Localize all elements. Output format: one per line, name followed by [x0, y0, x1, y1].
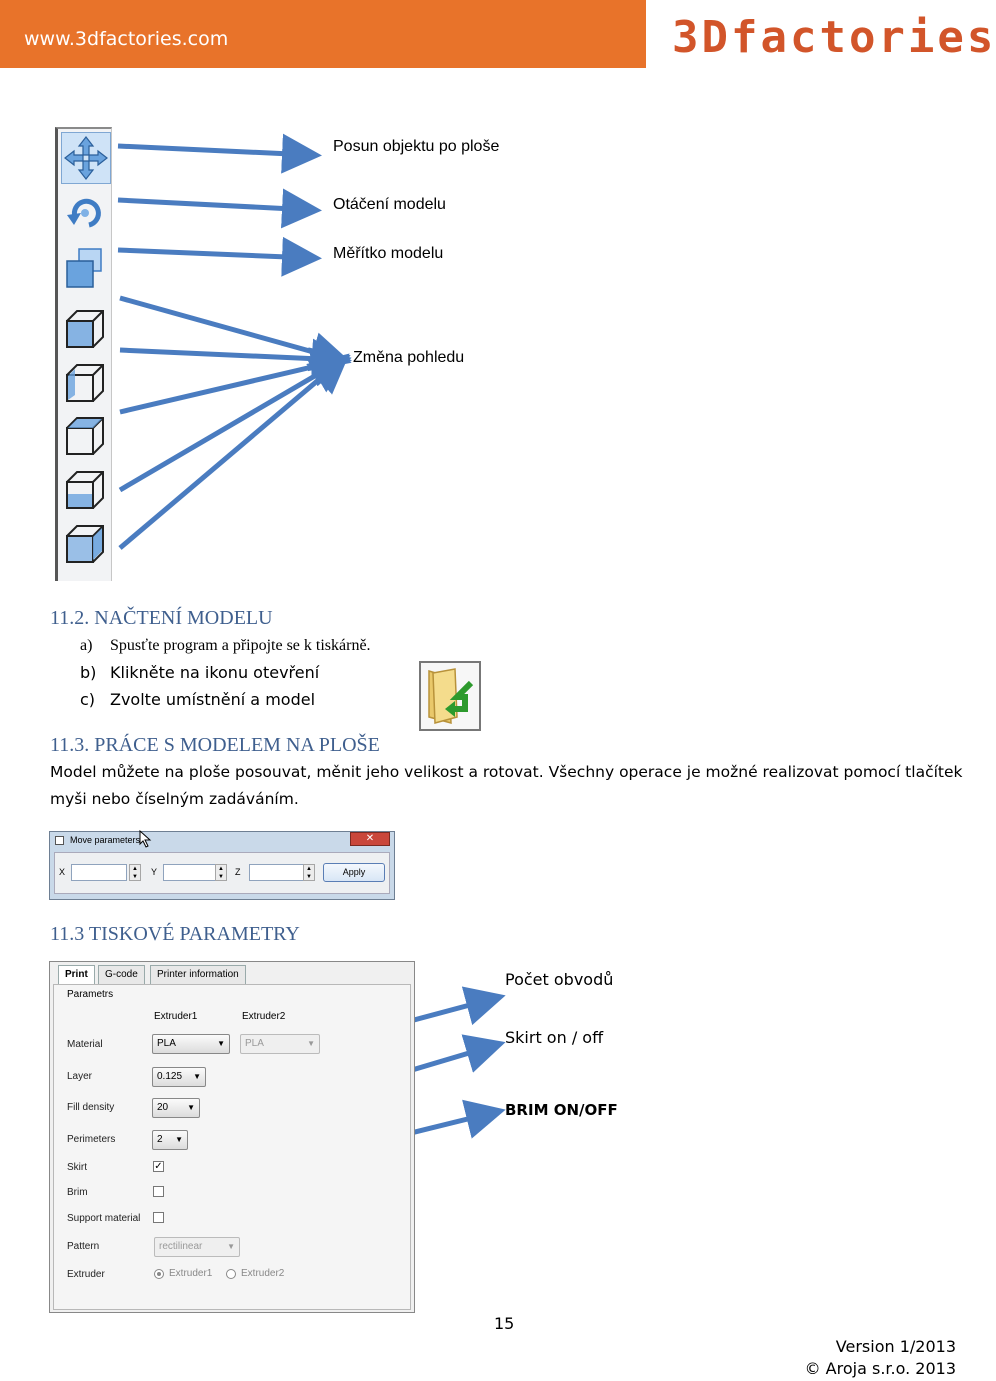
fill-density-label: Fill density	[67, 1102, 115, 1113]
open-folder-icon[interactable]	[419, 661, 481, 731]
list-marker: c)	[80, 690, 96, 709]
pattern-select	[154, 1237, 240, 1257]
perimeters-value: 2	[157, 1134, 163, 1145]
body-text: myši nebo číselným zadáváním.	[50, 790, 299, 808]
annotation-rotate: Otáčení modelu	[333, 196, 446, 213]
material-label: Material	[67, 1039, 103, 1050]
dialog-title: Move parameters	[70, 835, 141, 845]
heading-work-model: 11.3. PRÁCE S MODELEM NA PLOŠE	[50, 734, 380, 756]
move-parameters-dialog	[49, 831, 395, 900]
x-label: X	[59, 867, 66, 877]
tab-print[interactable]: Print	[58, 965, 95, 985]
version-text: Version 1/2013	[835, 1337, 956, 1356]
layer-value: 0.125	[157, 1071, 183, 1082]
x-spinner[interactable]: ▲ ▼	[129, 864, 141, 881]
close-icon[interactable]: ✕	[350, 832, 390, 846]
y-spinner[interactable]: ▲ ▼	[215, 864, 227, 881]
list-marker: b)	[80, 663, 97, 682]
material-value-2: PLA	[245, 1038, 264, 1049]
header-url[interactable]: www.3dfactories.com	[24, 28, 229, 50]
support-material-label: Support material	[67, 1213, 141, 1224]
chevron-down-icon: ▼	[187, 1103, 195, 1112]
x-input[interactable]	[71, 864, 127, 881]
chevron-down-icon: ▼	[193, 1072, 201, 1081]
chevron-down-icon: ▼	[175, 1135, 183, 1144]
skirt-label: Skirt	[67, 1162, 87, 1173]
tab-gcode[interactable]: G-code	[98, 965, 145, 985]
fill-density-value: 20	[157, 1102, 169, 1113]
chevron-down-icon: ▼	[217, 1039, 225, 1048]
annotation-skirt: Skirt on / off	[505, 1028, 604, 1047]
y-label: Y	[151, 867, 158, 877]
y-input[interactable]	[163, 864, 219, 881]
layer-select[interactable]	[152, 1067, 206, 1087]
material-select-2	[240, 1034, 320, 1054]
page-number: 15	[494, 1314, 515, 1333]
annotation-view: Změna pohledu	[353, 349, 465, 366]
heading-print-params: 11.3 TISKOVÉ PARAMETRY	[50, 923, 300, 945]
extruder2-radio-label: Extruder2	[241, 1268, 285, 1279]
window-icon	[55, 836, 64, 845]
material-value-1: PLA	[157, 1038, 176, 1049]
cursor-icon	[139, 830, 153, 848]
copyright-text: © Aroja s.r.o. 2013	[804, 1359, 956, 1378]
z-spinner[interactable]: ▲ ▼	[303, 864, 315, 881]
group-label: Parametrs	[67, 989, 114, 1000]
layer-label: Layer	[67, 1071, 93, 1082]
brim-checkbox[interactable]	[153, 1186, 164, 1197]
list-marker: a)	[80, 637, 93, 654]
skirt-checkbox[interactable]: ✓	[154, 1161, 163, 1172]
dialog-body	[54, 852, 390, 894]
perimeters-label: Perimeters	[67, 1134, 116, 1145]
material-select-1[interactable]	[152, 1034, 230, 1054]
list-item: Spusťte program a připojte se k tiskárně.	[110, 637, 371, 654]
extruder2-radio	[226, 1269, 236, 1279]
print-parameters-dialog	[49, 961, 415, 1313]
column-extruder1: Extruder1	[154, 1011, 198, 1022]
column-extruder2: Extruder2	[242, 1011, 286, 1022]
list-item: Klikněte na ikonu otevření	[110, 663, 320, 682]
extruder-label: Extruder	[67, 1269, 105, 1280]
apply-button[interactable]: Apply	[323, 863, 385, 882]
annotation-perimeters: Počet obvodů	[505, 970, 614, 989]
z-label: Z	[235, 867, 241, 877]
annotation-scale: Měřítko modelu	[333, 245, 444, 262]
tab-printer-information[interactable]: Printer information	[150, 965, 246, 985]
body-text: Model můžete na ploše posouvat, měnit jeho velikost a rotovat. Všechny operace je možné realizovat pomocí tlačítek	[50, 763, 963, 781]
brim-label: Brim	[67, 1187, 88, 1198]
fill-density-select[interactable]	[152, 1098, 200, 1118]
pattern-value: rectilinear	[159, 1241, 203, 1252]
extruder1-radio	[154, 1269, 164, 1279]
z-input[interactable]	[249, 864, 305, 881]
chevron-down-icon: ▼	[307, 1039, 315, 1048]
annotation-brim: BRIM ON/OFF	[505, 1101, 618, 1119]
extruder1-radio-label: Extruder1	[169, 1268, 213, 1279]
support-material-checkbox[interactable]	[153, 1212, 164, 1223]
list-item: Zvolte umístnění a model	[110, 690, 316, 709]
chevron-down-icon: ▼	[227, 1242, 235, 1251]
pattern-label: Pattern	[67, 1241, 100, 1252]
annotation-move: Posun objektu po ploše	[333, 138, 500, 155]
perimeters-select[interactable]	[152, 1130, 188, 1150]
brand-logo: 3Dfactories	[672, 12, 996, 63]
tab-panel	[53, 984, 411, 1310]
heading-load-model: 11.2. NAČTENÍ MODELU	[50, 607, 273, 629]
